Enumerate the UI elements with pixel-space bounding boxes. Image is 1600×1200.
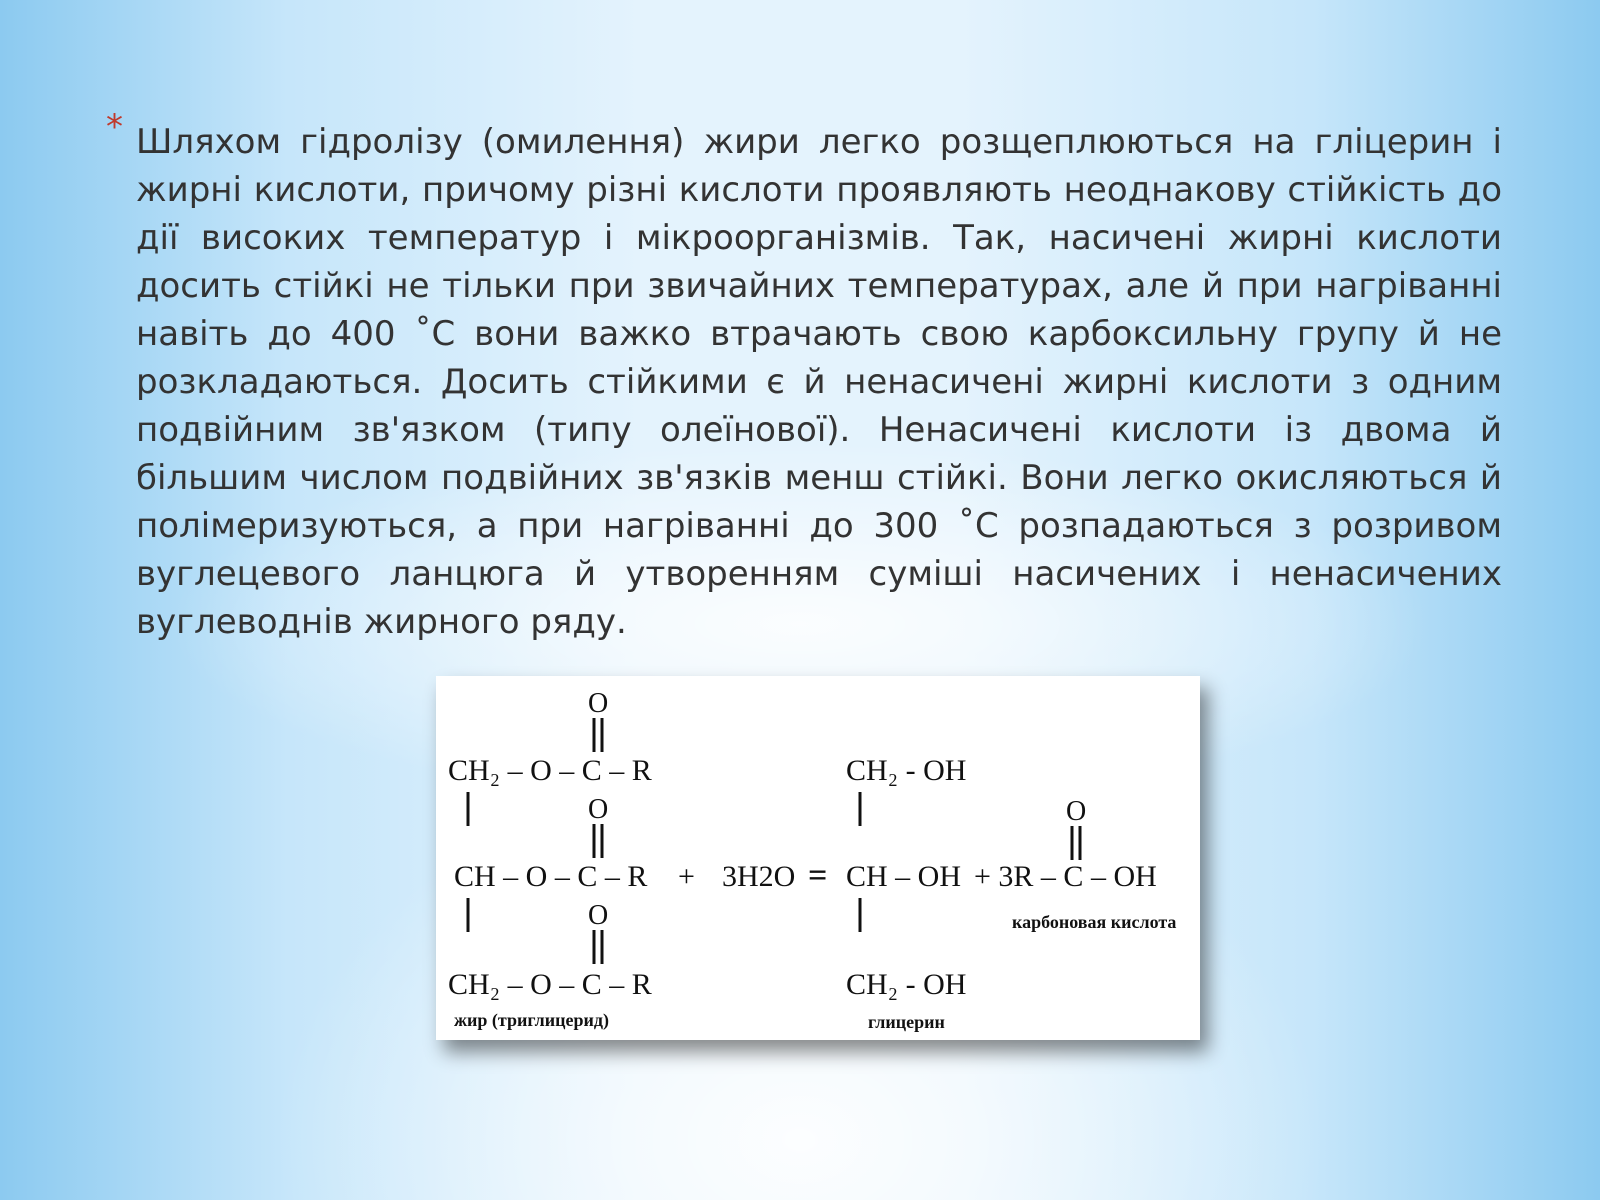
glycerol-row-1: CH₂ - OH bbox=[846, 754, 967, 787]
label-fat: жир (триглицерид) bbox=[454, 1010, 609, 1030]
fat-oxygen-3: O bbox=[588, 900, 609, 931]
fat-row-1: CH₂ – O – C – R bbox=[448, 754, 652, 787]
fat-oxygen-2: O bbox=[588, 794, 609, 825]
fat-oxygen-1: O bbox=[588, 688, 609, 719]
water-formula: 3H2O bbox=[722, 860, 796, 893]
bullet-asterisk-icon: * bbox=[106, 107, 123, 147]
fat-row-3: CH₂ – O – C – R bbox=[448, 968, 652, 1001]
hydrolysis-reaction-figure bbox=[436, 676, 1200, 1040]
body-paragraph: Шляхом гідролізу (омилення) жири легко розщеплюються на гліцерин і жирні кислоти, причому різні кислоти проявляють неоднакову стійкість до дії високих температур і мікроорганізмів. Так, насичені жирні кислоти досить стійкі не тільки при звичайних температурах, але й при нагріванні навіть до 400 ˚С вони важко втрачають свою карбоксильну групу й не розкладаються. Досить стійкими є й ненасичені жирні кислоти з одним подвійним зв'язком (типу олеїнової). Ненасичені кислоти із двома й більшим числом подвійних зв'язків менш стійкі. Вони легко окисляються й полімеризуються, а при нагріванні до 300 ˚С розпадаються з розривом вуглецевого ланцюга й утворенням суміші насичених і ненасичених вуглеводнів жирного ряду. bbox=[136, 122, 1502, 642]
reaction-diagram bbox=[436, 676, 1200, 1040]
acid-formula: + 3R – C – OH bbox=[974, 860, 1157, 893]
plus-sign: + bbox=[678, 860, 695, 893]
fat-row-2: CH – O – C – R bbox=[454, 860, 648, 893]
label-acid: карбоновая кислота bbox=[1012, 912, 1177, 932]
acid-oxygen: O bbox=[1066, 796, 1087, 827]
glycerol-row-2: CH – OH bbox=[846, 860, 962, 893]
acid-double-bond bbox=[1072, 826, 1080, 860]
equals-sign: = bbox=[808, 857, 828, 894]
glycerol-row-3: CH₂ - OH bbox=[846, 968, 967, 1001]
label-glycerol: глицерин bbox=[868, 1012, 945, 1032]
